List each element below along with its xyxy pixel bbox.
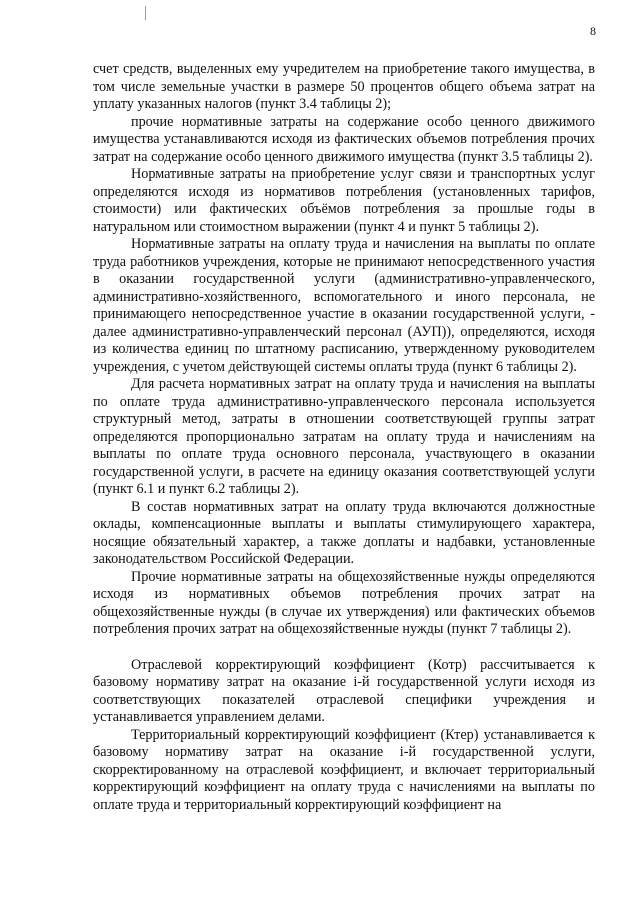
document-body	[93, 61, 595, 814]
scan-margin-mark	[145, 6, 146, 20]
paragraph-5: Для расчета нормативных затрат на оплату труда и начисления на выплаты по оплате труда административно-управленческого персонала используется структурный метод, затраты в отношении соответствующей группы затрат определяются пропорционально затратам на оплату труда и начислениям на выплаты по оплате труда основного персонала, участвующего в оказании государственной услуги, в расчете на единицу оказания соответствующей услуги (пункт 6.1 и пункт 6.2 таблицы 2).	[93, 376, 595, 497]
paragraph-9: Территориальный корректирующий коэффициент (Ктер) устанавливается к базовому нормативу затрат на оказание i-й государственной услуги, скорректированному на отраслевой коэффициент, и включает территориальный корректирующий коэффициент на оплату труда с начислениями на выплаты по оплате труда и территориальный корректирующий коэффициент на	[93, 726, 595, 813]
paragraph-4: Нормативные затраты на оплату труда и начисления на выплаты по оплате труда работников учреждения, которые не принимают непосредственного участия в оказании государственной услуги (административно-управленческого, административно-хозяйственного, вспомогательного и иного персонала, не принимающего непосредственное участие в оказании государственной услуги, - далее административно-управленческий персонал (АУП)), определяются, исходя из количества единиц по штатному расписанию, утвержденному руководителем учреждения, с учетом действующей системы оплаты труда (пункт 6 таблицы 2).	[93, 236, 595, 375]
paragraph-7: Прочие нормативные затраты на общехозяйственные нужды определяются исходя из нормативных объемов потребления прочих затрат на общехозяйственные нужды (в случае их утверждения) или фактических объемов потребления прочих затрат на общехозяйственные нужды (пункт 7 таблицы 2).	[93, 568, 595, 637]
paragraph-6: В состав нормативных затрат на оплату труда включаются должностные оклады, компенсационные выплаты и выплаты стимулирующего характера, носящие обязательный характер, а также доплаты и надбавки, установленные законодательством Российской Федерации.	[93, 498, 595, 567]
page-number: 8	[590, 24, 596, 38]
paragraph-3: Нормативные затраты на приобретение услуг связи и транспортных услуг определяются исходя из нормативов потребления (установленных тарифов, стоимости) или фактических объёмов потребления за прошлые годы в натуральном или стоимостном выражении (пункт 4 и пункт 5 таблицы 2).	[93, 166, 595, 235]
paragraph-8: Отраслевой корректирующий коэффициент (Котр) рассчитывается к базовому нормативу затрат на оказание i-й государственной услуги исходя из соответствующих показателей отраслевой специфики учреждения и устанавливается управлением делами.	[93, 656, 595, 725]
paragraph-2: прочие нормативные затраты на содержание особо ценного движимого имущества устанавливаются исходя из фактических объемов потребления прочих затрат на содержание особо ценного движимого имущества (пункт 3.5 таблицы 2).	[93, 113, 595, 165]
paragraph-1: счет средств, выделенных ему учредителем на приобретение такого имущества, в том числе земельные участки в размере 50 процентов общего объема затрат на уплату указанных налогов (пункт 3.4 таблицы 2);	[93, 61, 595, 112]
